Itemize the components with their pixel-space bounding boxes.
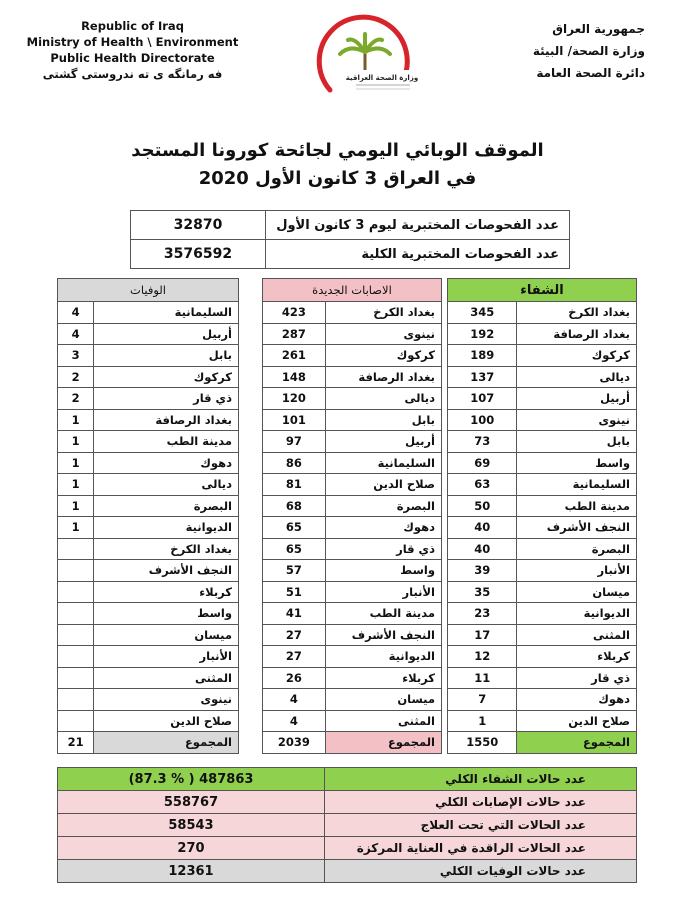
recovered-province: مدينة الطب: [517, 495, 637, 517]
new-cases-value: 27: [263, 646, 326, 668]
deaths-province: نينوى: [94, 689, 239, 711]
new-cases-total-label: المجموع: [325, 732, 441, 754]
recovered-row: [448, 624, 637, 646]
new-cases-header-row: [263, 279, 442, 302]
recovered-row: [448, 603, 637, 625]
deaths-value: [58, 710, 94, 732]
new-cases-value: 81: [263, 474, 326, 496]
report-subtitle: في العراق 3 كانون الأول 2020: [198, 168, 477, 189]
recovered-value: 40: [448, 517, 517, 539]
recovered-value: 63: [448, 474, 517, 496]
new-cases-province: البصرة: [325, 495, 441, 517]
recovered-row: [448, 517, 637, 539]
recovered-province: السليمانية: [517, 474, 637, 496]
new-cases-header: الاصابات الجديدة: [263, 279, 442, 302]
new-cases-province: بابل: [325, 409, 441, 431]
header-country: Republic of Iraq: [81, 19, 184, 33]
deaths-province: بغداد الكرخ: [94, 538, 239, 560]
new-cases-value: 68: [263, 495, 326, 517]
deaths-value: [58, 538, 94, 560]
deaths-total-row: [58, 732, 239, 754]
summary-row: [58, 837, 637, 860]
new-cases-province: دهوك: [325, 517, 441, 539]
new-cases-table: [262, 278, 442, 754]
recovered-value: 107: [448, 388, 517, 410]
new-cases-value: 423: [263, 302, 326, 324]
new-cases-row: [263, 538, 442, 560]
recovered-table: [447, 278, 637, 754]
recovered-row: [448, 323, 637, 345]
summary-value: 270: [58, 837, 325, 860]
deaths-row: [58, 581, 239, 603]
new-cases-row: [263, 495, 442, 517]
header-directorate-ar: دائرة الصحة العامة: [536, 66, 645, 80]
summary-row: [58, 768, 637, 791]
new-cases-row: [263, 667, 442, 689]
deaths-value: 4: [58, 302, 94, 324]
deaths-row: [58, 323, 239, 345]
deaths-value: 1: [58, 517, 94, 539]
recovered-province: كربلاء: [517, 646, 637, 668]
deaths-province: الديوانية: [94, 517, 239, 539]
deaths-province: الأنبار: [94, 646, 239, 668]
new-cases-value: 51: [263, 581, 326, 603]
recovered-value: 39: [448, 560, 517, 582]
recovered-province: بابل: [517, 431, 637, 453]
recovered-value: 1: [448, 710, 517, 732]
new-cases-province: أربيل: [325, 431, 441, 453]
deaths-value: [58, 689, 94, 711]
recovered-row: [448, 689, 637, 711]
new-cases-value: 41: [263, 603, 326, 625]
recovered-header: الشفاء: [448, 279, 637, 302]
deaths-value: [58, 603, 94, 625]
recovered-value: 345: [448, 302, 517, 324]
new-cases-row: [263, 452, 442, 474]
deaths-row: [58, 560, 239, 582]
deaths-value: [58, 624, 94, 646]
new-cases-value: 120: [263, 388, 326, 410]
new-cases-province: كركوك: [325, 345, 441, 367]
deaths-value: 1: [58, 431, 94, 453]
recovered-value: 137: [448, 366, 517, 388]
deaths-province: ذي قار: [94, 388, 239, 410]
deaths-value: 1: [58, 495, 94, 517]
deaths-row: [58, 517, 239, 539]
recovered-row: [448, 581, 637, 603]
deaths-row: [58, 667, 239, 689]
deaths-row: [58, 388, 239, 410]
report-title: الموقف الوبائي اليومي لجائحة كورونا المستجد: [131, 140, 544, 161]
deaths-header-row: [58, 279, 239, 302]
daily-tests-row: [131, 211, 570, 240]
deaths-value: [58, 560, 94, 582]
recovered-total-value: 1550: [448, 732, 517, 754]
deaths-province: النجف الأشرف: [94, 560, 239, 582]
recovered-value: 11: [448, 667, 517, 689]
header-ministry-ar: وزارة الصحة/ البيئة: [532, 44, 645, 58]
deaths-value: 1: [58, 409, 94, 431]
summary-value: (87.3 % ) 487863: [58, 768, 325, 791]
recovered-province: الديوانية: [517, 603, 637, 625]
new-cases-row: [263, 431, 442, 453]
recovered-province: صلاح الدين: [517, 710, 637, 732]
new-cases-value: 26: [263, 667, 326, 689]
new-cases-total-row: [263, 732, 442, 754]
recovered-province: النجف الأشرف: [517, 517, 637, 539]
total-tests-row: [131, 240, 570, 269]
new-cases-province: ميسان: [325, 689, 441, 711]
recovered-value: 12: [448, 646, 517, 668]
header-directorate: Public Health Directorate: [50, 51, 215, 65]
deaths-value: 2: [58, 388, 94, 410]
deaths-province: بابل: [94, 345, 239, 367]
deaths-row: [58, 689, 239, 711]
lab-tests-table: [130, 210, 570, 269]
deaths-province: صلاح الدين: [94, 710, 239, 732]
deaths-row: [58, 710, 239, 732]
header-arabic-block: [495, 18, 645, 84]
new-cases-value: 101: [263, 409, 326, 431]
new-cases-province: واسط: [325, 560, 441, 582]
new-cases-row: [263, 345, 442, 367]
recovered-value: 192: [448, 323, 517, 345]
new-cases-row: [263, 603, 442, 625]
header-kurdish: فه رمانگه ى ته ندروستى گشتى: [42, 67, 223, 81]
recovered-row: [448, 710, 637, 732]
new-cases-province: صلاح الدين: [325, 474, 441, 496]
deaths-province: السليمانية: [94, 302, 239, 324]
deaths-province: كربلاء: [94, 581, 239, 603]
new-cases-row: [263, 710, 442, 732]
recovered-province: بغداد الكرخ: [517, 302, 637, 324]
deaths-row: [58, 345, 239, 367]
summary-table: [57, 767, 637, 883]
new-cases-value: 65: [263, 538, 326, 560]
deaths-row: [58, 452, 239, 474]
recovered-row: [448, 452, 637, 474]
recovered-value: 69: [448, 452, 517, 474]
deaths-row: [58, 366, 239, 388]
recovered-row: [448, 388, 637, 410]
new-cases-province: الأنبار: [325, 581, 441, 603]
recovered-province: نينوى: [517, 409, 637, 431]
recovered-header-row: [448, 279, 637, 302]
recovered-row: [448, 474, 637, 496]
recovered-province: واسط: [517, 452, 637, 474]
header-ministry: Ministry of Health \ Environment: [26, 35, 239, 49]
deaths-total-value: 21: [58, 732, 94, 754]
new-cases-province: بغداد الرصافة: [325, 366, 441, 388]
new-cases-province: ذي قار: [325, 538, 441, 560]
deaths-header: الوفيات: [58, 279, 239, 302]
new-cases-row: [263, 646, 442, 668]
new-cases-row: [263, 624, 442, 646]
summary-label: عدد الحالات التي تحت العلاج: [325, 814, 637, 837]
new-cases-province: مدينة الطب: [325, 603, 441, 625]
deaths-province: البصرة: [94, 495, 239, 517]
deaths-value: 3: [58, 345, 94, 367]
recovered-province: البصرة: [517, 538, 637, 560]
new-cases-row: [263, 302, 442, 324]
new-cases-province: نينوى: [325, 323, 441, 345]
deaths-row: [58, 624, 239, 646]
new-cases-value: 57: [263, 560, 326, 582]
deaths-province: ديالى: [94, 474, 239, 496]
new-cases-row: [263, 409, 442, 431]
recovered-value: 7: [448, 689, 517, 711]
deaths-value: 1: [58, 474, 94, 496]
deaths-row: [58, 302, 239, 324]
new-cases-value: 97: [263, 431, 326, 453]
new-cases-province: الديوانية: [325, 646, 441, 668]
recovered-row: [448, 345, 637, 367]
summary-label: عدد الحالات الراقدة في العناية المركزة: [325, 837, 637, 860]
new-cases-value: 4: [263, 689, 326, 711]
new-cases-value: 4: [263, 710, 326, 732]
deaths-value: [58, 667, 94, 689]
deaths-province: ميسان: [94, 624, 239, 646]
recovered-province: بغداد الرصافة: [517, 323, 637, 345]
summary-label: عدد حالات الشفاء الكلي: [325, 768, 637, 791]
recovered-value: 50: [448, 495, 517, 517]
recovered-value: 35: [448, 581, 517, 603]
recovered-row: [448, 302, 637, 324]
deaths-row: [58, 603, 239, 625]
new-cases-value: 261: [263, 345, 326, 367]
deaths-row: [58, 495, 239, 517]
new-cases-value: 65: [263, 517, 326, 539]
deaths-province: واسط: [94, 603, 239, 625]
recovered-province: أربيل: [517, 388, 637, 410]
new-cases-province: كربلاء: [325, 667, 441, 689]
deaths-province: بغداد الرصافة: [94, 409, 239, 431]
deaths-province: مدينة الطب: [94, 431, 239, 453]
total-tests-label: عدد الفحوصات المختبرية الكلية: [266, 240, 570, 269]
recovered-row: [448, 667, 637, 689]
deaths-province: المثنى: [94, 667, 239, 689]
recovered-province: ذي قار: [517, 667, 637, 689]
recovered-value: 73: [448, 431, 517, 453]
new-cases-row: [263, 689, 442, 711]
recovered-value: 17: [448, 624, 517, 646]
new-cases-row: [263, 474, 442, 496]
recovered-row: [448, 560, 637, 582]
summary-row: [58, 860, 637, 883]
new-cases-province: المثنى: [325, 710, 441, 732]
new-cases-value: 27: [263, 624, 326, 646]
new-cases-province: النجف الأشرف: [325, 624, 441, 646]
summary-label: عدد حالات الوفيات الكلي: [325, 860, 637, 883]
recovered-total-label: المجموع: [517, 732, 637, 754]
new-cases-province: ديالى: [325, 388, 441, 410]
header-country-ar: جمهورية العراق: [552, 22, 645, 36]
recovered-province: المثنى: [517, 624, 637, 646]
recovered-row: [448, 409, 637, 431]
summary-value: 558767: [58, 791, 325, 814]
recovered-province: ميسان: [517, 581, 637, 603]
recovered-row: [448, 538, 637, 560]
recovered-province: ديالى: [517, 366, 637, 388]
deaths-row: [58, 646, 239, 668]
new-cases-value: 86: [263, 452, 326, 474]
logo-text: وزارة الصحة العراقية: [345, 74, 419, 82]
deaths-row: [58, 538, 239, 560]
recovered-province: كركوك: [517, 345, 637, 367]
recovered-row: [448, 366, 637, 388]
recovered-value: 189: [448, 345, 517, 367]
deaths-value: [58, 646, 94, 668]
recovered-province: الأنبار: [517, 560, 637, 582]
new-cases-row: [263, 581, 442, 603]
recovered-row: [448, 495, 637, 517]
new-cases-value: 148: [263, 366, 326, 388]
recovered-province: دهوك: [517, 689, 637, 711]
new-cases-row: [263, 366, 442, 388]
recovered-total-row: [448, 732, 637, 754]
ministry-logo: [310, 12, 420, 107]
new-cases-row: [263, 388, 442, 410]
recovered-value: 40: [448, 538, 517, 560]
deaths-row: [58, 431, 239, 453]
deaths-value: [58, 581, 94, 603]
deaths-row: [58, 409, 239, 431]
deaths-province: دهوك: [94, 452, 239, 474]
new-cases-row: [263, 517, 442, 539]
deaths-row: [58, 474, 239, 496]
new-cases-province: السليمانية: [325, 452, 441, 474]
summary-value: 12361: [58, 860, 325, 883]
summary-value: 58543: [58, 814, 325, 837]
deaths-value: 4: [58, 323, 94, 345]
header-english-block: [25, 18, 240, 82]
new-cases-total-value: 2039: [263, 732, 326, 754]
new-cases-row: [263, 323, 442, 345]
deaths-total-label: المجموع: [94, 732, 239, 754]
new-cases-province: بغداد الكرخ: [325, 302, 441, 324]
recovered-row: [448, 646, 637, 668]
new-cases-value: 287: [263, 323, 326, 345]
deaths-value: 1: [58, 452, 94, 474]
deaths-value: 2: [58, 366, 94, 388]
summary-row: [58, 814, 637, 837]
total-tests-value: 3576592: [131, 240, 266, 269]
deaths-table: [57, 278, 239, 754]
recovered-value: 100: [448, 409, 517, 431]
deaths-province: كركوك: [94, 366, 239, 388]
daily-tests-label: عدد الفحوصات المختبرية ليوم 3 كانون الأول: [266, 211, 570, 240]
new-cases-row: [263, 560, 442, 582]
summary-label: عدد حالات الإصابات الكلي: [325, 791, 637, 814]
summary-row: [58, 791, 637, 814]
recovered-row: [448, 431, 637, 453]
daily-tests-value: 32870: [131, 211, 266, 240]
deaths-province: أربيل: [94, 323, 239, 345]
recovered-value: 23: [448, 603, 517, 625]
